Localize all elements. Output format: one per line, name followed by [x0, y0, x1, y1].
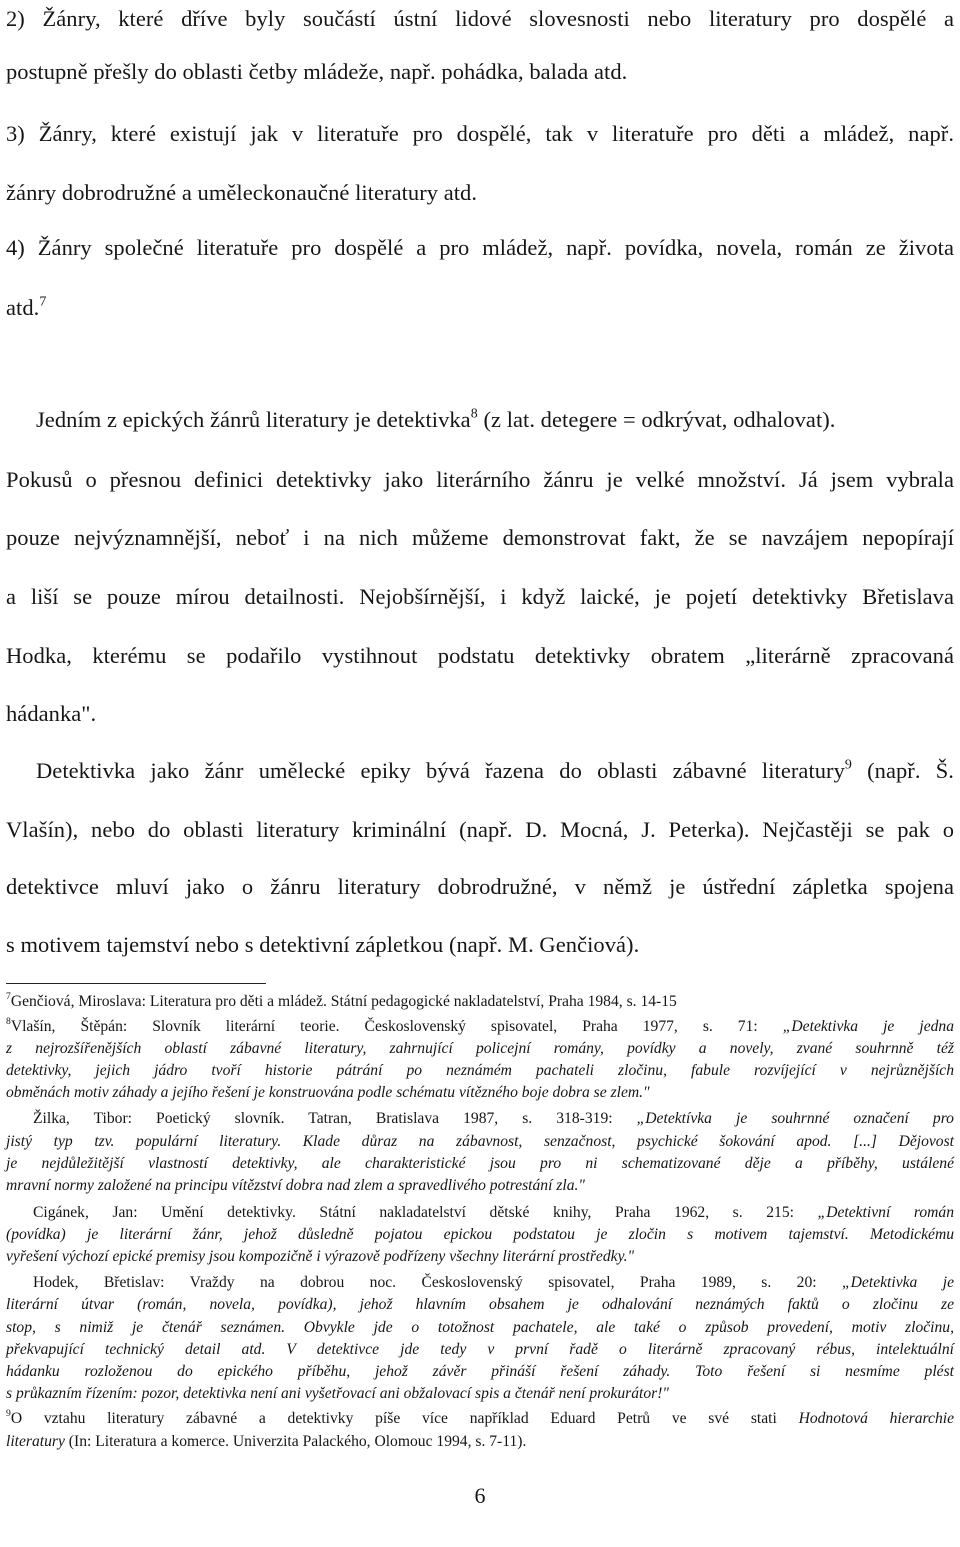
body-line: Pokusů o přesnou definici detektivky jako literárního žánru je velké množství. Já jsem vybrala [6, 467, 954, 492]
body-line: postupně přešly do oblasti četby mládeže, např. pohádka, balada atd. [6, 59, 628, 84]
footnote: Cigánek, Jan: Umění detektivky. Státní nakladatelství dětské knihy, Praha 1962, s. 215: „Detektivní román [33, 1204, 954, 1221]
body-line: s motivem tajemství nebo s detektivní zápletkou (např. M. Genčiová). [6, 932, 640, 957]
footnote-line: literární útvar (román, novela, povídka), jehož hlavním obsahem je odhalování neznámých faktů o zločinu ze [6, 1296, 954, 1313]
footnote-line: z nejrozšířenějších oblastí zábavné literatury, zahrnující policejní romány, povídky a novely, zvané souhrnně též [6, 1040, 954, 1057]
footnote-line: detektivky, jejich jádro tvoří historie pátrání po neznámém pachateli zločinu, fabule rozvíjející v nejrůznějších [6, 1062, 954, 1079]
footnote-line: (povídka) je literární žánr, jehož důsledně pojatou epickou podstatou je zločin s motivem tajemství. Metodickému [6, 1226, 954, 1243]
body-line: 2) Žánry, které dříve byly součástí ústní lidové slovesnosti nebo literatury pro dospělé a [6, 6, 954, 31]
body-line: pouze nejvýznamnější, neboť i na nich můžeme demonstrovat fakt, že se navzájem nepopírají [6, 525, 954, 550]
footnote-line: literatury (In: Literatura a komerce. Univerzita Palackého, Olomouc 1994, s. 7-11). [6, 1433, 527, 1450]
body-line: hádanka". [6, 701, 97, 726]
footnote: $^8$Vlašín, Štěpán: Slovník literární teorie. Československý spisovatel, Praha 1977, s. 71: „Detektivka je jedna [6, 1015, 955, 1035]
footnote-ref: 7 [39, 294, 47, 310]
body-line: detektivce mluví jako o žánru literatury dobrodružné, v němž je ústřední zápletka spojena [6, 874, 954, 899]
body-line: 4) Žánry společné literatuře pro dospělé a pro mládež, např. povídka, novela, román ze života [6, 235, 954, 260]
footnote-ref: 9 [844, 757, 852, 773]
footnote-line: mravní normy založené na principu vítězství dobra nad zlem a spravedlivého potrestání zla." [6, 1177, 585, 1194]
footnote: Hodek, Břetislav: Vraždy na dobrou noc. Československý spisovatel, Praha 1989, s. 20: „Detektivka je [33, 1274, 954, 1291]
footnote-line: vyřešení výchozí epické premisy jsou kompozičně i výrazově podřízeny všechny literární prostředky." [6, 1248, 635, 1265]
footnote-line: je nejdůležitější vlastností detektivky, ale charakteristické jsou pro ni schematizované děje a příběhy, ustálené [6, 1155, 954, 1172]
body-line: a liší se pouze mírou detailnosti. Nejobšírnější, i když laické, je pojetí detektivky Břetislava [6, 584, 954, 609]
body-line: Vlašín), nebo do oblasti literatury kriminální (např. D. Mocná, J. Peterka). Nejčastěji se pak o [6, 817, 954, 842]
body-line: Detektivka jako žánr umělecké epiky bývá řazena do oblasti zábavné literatury$^9$ (např. Š. [36, 757, 954, 783]
footnote-line: obměnách motiv záhady a jejího řešení je konstruována podle schématu vítězného boje dobra se zlem." [6, 1084, 650, 1101]
footnote-line: stop, s nimiž je čtenář seznámen. Obvykle jde o totožnost pachatele, ale také o způsob provedení, motiv zločinu, [6, 1319, 954, 1336]
footnote-separator [6, 983, 266, 984]
body-line: žánry dobrodružné a uměleckonaučné literatury atd. [6, 180, 478, 205]
footnote-line: jistý typ tzv. populární literatury. Klade důraz na zábavnost, senzačnost, psychické šokování apod. [...] Dějovost [6, 1133, 954, 1150]
footnote: $^9$O vztahu literatury zábavné a detektivky píše více například Eduard Petrů ve své stati Hodnotová hierarchie [6, 1407, 955, 1427]
footnote: Žilka, Tibor: Poetický slovník. Tatran, Bratislava 1987, s. 318-319: „Detektívka je souhrnné označení pro [33, 1110, 954, 1127]
body-line: atd.$^7$ [6, 294, 47, 320]
body-line: Hodka, kterému se podařilo vystihnout podstatu detektivky obratem „literárně zpracovaná [6, 643, 954, 668]
body-line: 3) Žánry, které existují jak v literatuře pro dospělé, tak v literatuře pro děti a mládež, např. [6, 121, 954, 146]
page-number: 6 [474, 1483, 486, 1508]
body-line: Jedním z epických žánrů literatury je detektivka$^8$ (z lat. detegere = odkrývat, odhalovat). [36, 406, 836, 432]
footnote-line: překvapující technický detail atd. V detektivce jde tedy v první řadě o literárně zpracovaný rébus, intelektuální [6, 1341, 954, 1358]
footnote-line: hádanku rozloženou do epického příběhu, jehož závěr přináší řešení záhady. Toto řešení si nesmíme plést [6, 1363, 954, 1380]
footnote-ref: 8 [470, 406, 478, 422]
footnote: $^7$Genčiová, Miroslava: Literatura pro děti a mládež. Státní pedagogické nakladatelství, Praha 1984, s. 14-15 [6, 990, 677, 1010]
footnote-line: s průkazním řízením: pozor, detektivka není ani vyšetřovací ani obžalovací spis a čtenář není prokurátor!" [6, 1385, 669, 1402]
